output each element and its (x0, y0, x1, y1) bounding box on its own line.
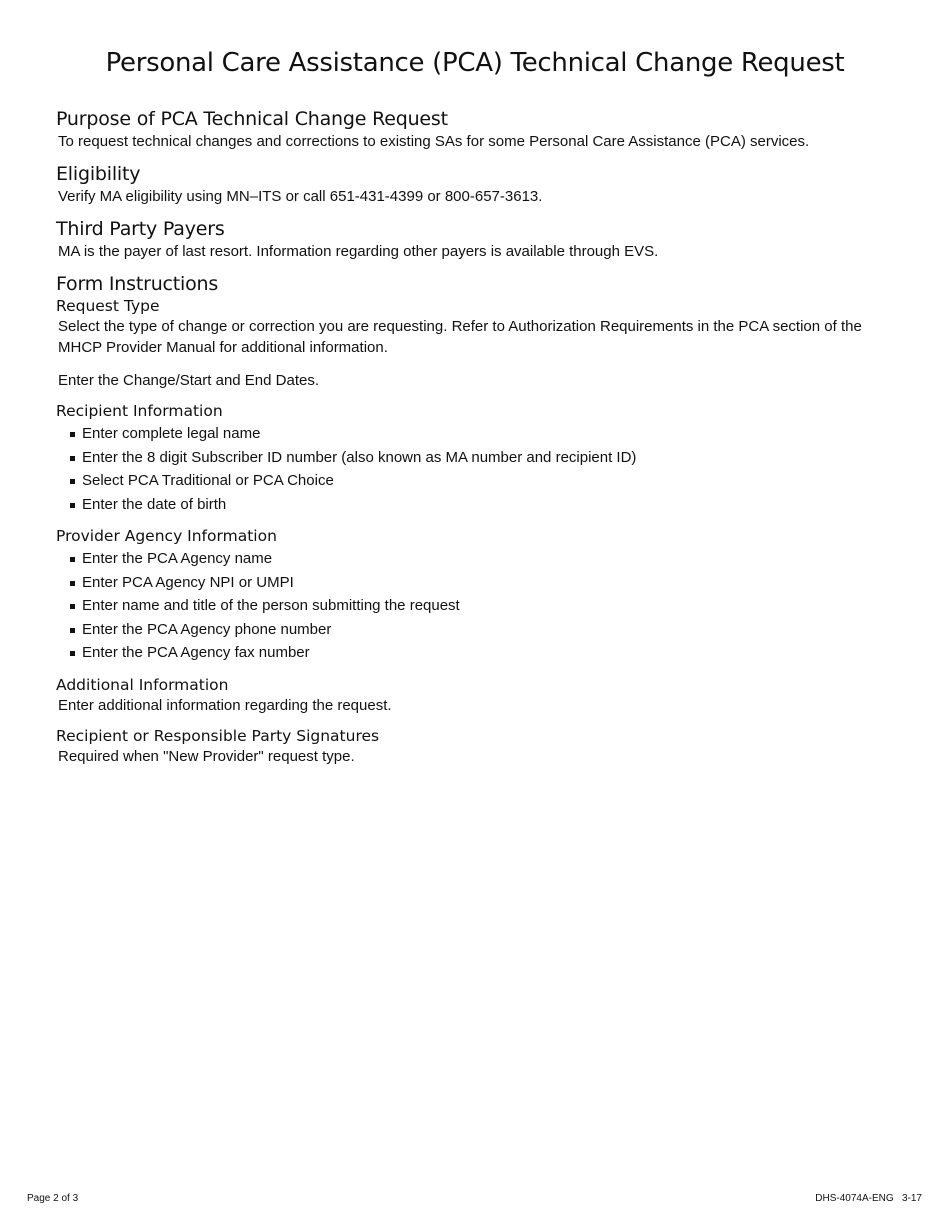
square-bullet-icon (70, 479, 75, 484)
request-type-dates-text: Enter the Change/Start and End Dates. (58, 372, 319, 389)
page-title: Personal Care Assistance (PCA) Technical Change Request (105, 48, 845, 78)
third-party-section (56, 217, 896, 262)
form-instructions-heading: Form Instructions (56, 273, 219, 295)
document-body (56, 107, 896, 777)
list-item: Enter name and title of the person submitting the request (70, 594, 896, 618)
form-id: DHS-4074A-ENG 3-17 (815, 1193, 922, 1204)
list-item: Enter the PCA Agency name (70, 547, 896, 571)
square-bullet-icon (70, 432, 75, 437)
square-bullet-icon (70, 581, 75, 586)
list-item: Enter complete legal name (70, 422, 896, 446)
eligibility-heading: Eligibility (56, 163, 141, 185)
request-type-heading: Request Type (56, 297, 160, 315)
purpose-heading: Purpose of PCA Technical Change Request (56, 108, 448, 130)
purpose-text: To request technical changes and corrections to existing SAs for some Personal Care Assistance (PCA) services. (58, 133, 810, 150)
list-item: Enter the PCA Agency phone number (70, 618, 896, 642)
list-item: Enter the date of birth (70, 493, 896, 517)
signatures-text: Required when "New Provider" request type. (58, 747, 355, 765)
list-item: Select PCA Traditional or PCA Choice (70, 469, 896, 493)
list-item: Enter the PCA Agency fax number (70, 641, 896, 665)
request-type-subsection (56, 296, 896, 391)
third-party-text: MA is the payer of last resort. Information regarding other payers is available through EVS. (58, 243, 659, 260)
additional-info-heading: Additional Information (56, 675, 229, 694)
page-number: Page 2 of 3 (27, 1193, 79, 1204)
provider-info-list (56, 547, 896, 665)
square-bullet-icon (70, 628, 75, 633)
signatures-subsection (56, 726, 896, 767)
additional-info-subsection (56, 675, 896, 716)
signatures-heading: Recipient or Responsible Party Signatures (56, 726, 380, 745)
request-type-text: Select the type of change or correction you are requesting. Refer to Authorization Requirements in the PCA section of the MHCP Provider Manual for additional information. (58, 318, 862, 356)
square-bullet-icon (70, 557, 75, 562)
third-party-heading: Third Party Payers (56, 218, 225, 240)
square-bullet-icon (70, 456, 75, 461)
list-item: Enter the 8 digit Subscriber ID number (also known as MA number and recipient ID) (70, 446, 896, 470)
square-bullet-icon (70, 503, 75, 508)
eligibility-text: Verify MA eligibility using MN–ITS or call 651-431-4399 or 800-657-3613. (58, 188, 543, 205)
recipient-info-list (56, 422, 896, 516)
provider-info-heading: Provider Agency Information (56, 527, 277, 545)
additional-info-text: Enter additional information regarding the request. (58, 696, 392, 714)
square-bullet-icon (70, 604, 75, 609)
provider-info-subsection (56, 526, 896, 665)
eligibility-section (56, 162, 896, 207)
square-bullet-icon (70, 651, 75, 656)
purpose-section (56, 107, 896, 152)
form-instructions-section (56, 272, 896, 767)
recipient-info-heading: Recipient Information (56, 402, 223, 420)
list-item: Enter PCA Agency NPI or UMPI (70, 571, 896, 595)
recipient-info-subsection (56, 401, 896, 516)
